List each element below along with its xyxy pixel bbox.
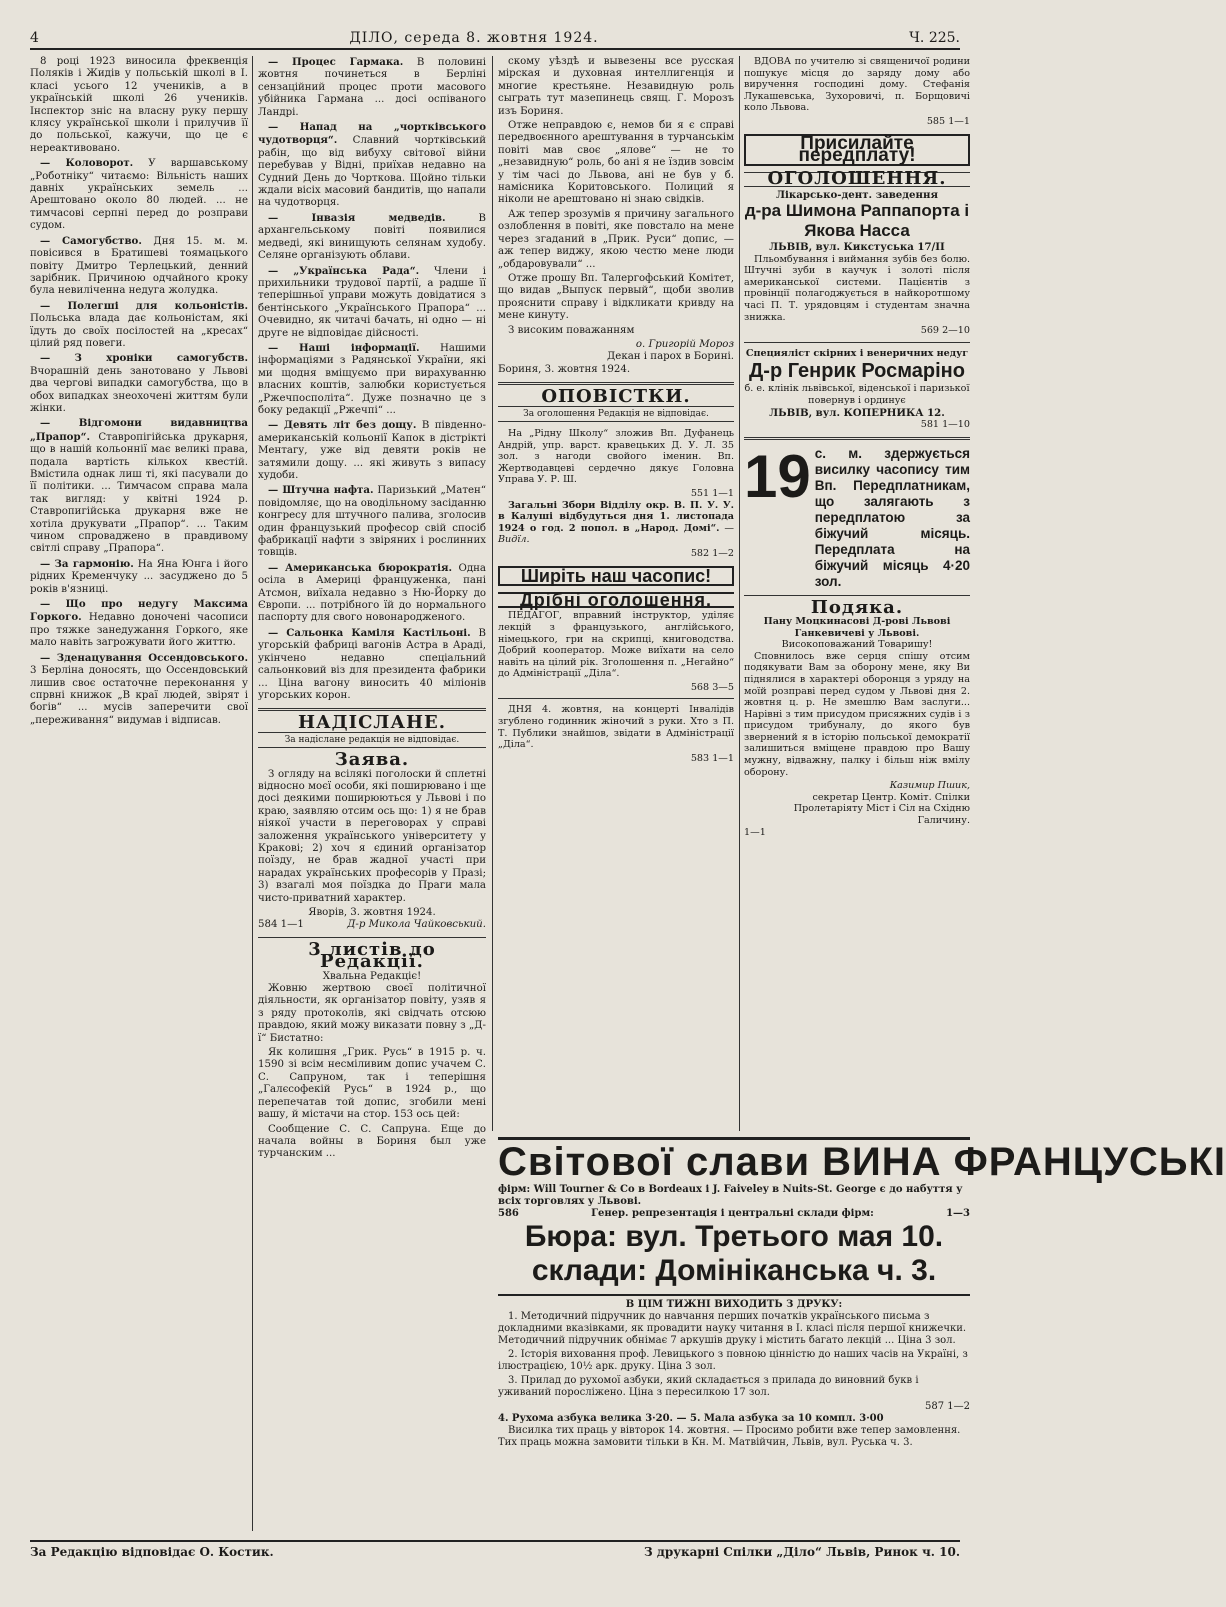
classified-ad: ВДОВА по учителю зі священичої родини пошукує місця до заряду дому або виручення господині дому. Стефанія Лукашевська, Зухоровичі, п. Борщовичі коло Львова. bbox=[744, 56, 970, 114]
issue-number: Ч. 225. bbox=[909, 30, 960, 46]
office-address: Бюра: вул. Третього мая 10. bbox=[524, 1220, 944, 1253]
article-heading: — Коловорот. bbox=[40, 157, 134, 170]
article-heading: — Полегші для кольоністів. bbox=[40, 299, 248, 312]
notice-text: с. м. здержується висилку часопису тим Вп. Передплатникам, що залягають з передплатою за біжучий місяць. Передплата на біжучий місяць 4·20 зол. bbox=[814, 445, 970, 589]
section-title: 3 листів до Редакції. bbox=[308, 938, 436, 973]
article-text: Члени і прихильники трудової партії, а радше її теперішньої управи можуть довідатися з бентінського „Українського Прапора“ ... Очевидно, як читачі бачать, ні одно — ні друге не відповідає дійсності. bbox=[258, 265, 486, 339]
statement-text: З огляду на всілякі поголоски й сплетні відносно моєї особи, які поширювано і ще досі деякими поширюються у Львові і по краю, заявляю отсим ось що: 1) я не брав ніякої участи в переговорах у справі заложення українського університету у Кракові; 2) хоч я єдиний організатор поїзду, не брав жадної участі при нарадах українських професорів у Празі; 3) взагалі моя поїздка до Праги мала чисто-приватний характер. bbox=[258, 768, 486, 904]
article-heading: — Що про недугу Максима Горкого. bbox=[30, 598, 248, 624]
letter-text: Як колишня „Грик. Русь“ в 1915 р. ч. 1590 зі всім несміливим допис учачем С. С. Сапруном, так і теперішня „Галєсофекій Русь“ в 1924 р., що перепечатав той допис, згобили мені вашу, й містачи на стор. 153 ось цей: bbox=[258, 1047, 486, 1121]
article-text: Отже неправдою є, немов би я є справі передвоєнного арештування в турчанськім повіті мав своє „ялове“ — не то „незавидную“ роль, бо ані я не їздив зовсім у тім часі до Львова, ані не був у б. намісника Коритовського. Полиций я ніколи не арештовано ні знаю свідків. bbox=[498, 120, 734, 206]
printer-note: З друкарні Спілки „Діло“ Львів, Ринок ч. 10. bbox=[644, 1545, 960, 1559]
ad-heading: Д-р Генрик Росмаріно bbox=[749, 360, 965, 383]
divider bbox=[744, 342, 970, 343]
promo-banner: Присилайте передплату! bbox=[744, 134, 970, 167]
ad-number: 586 bbox=[498, 1208, 519, 1219]
article-text: 3 Берліна доносять, що Оссендовський лишив своє остаточне переконання у спрвні книжок „В краї людей, звірят і богів“ ... мусів заперечити свої „переживання“ видумав і відписав. bbox=[30, 665, 248, 726]
ad-number: 551 1—1 bbox=[690, 487, 734, 499]
column-rule bbox=[739, 56, 740, 1131]
ad-subtitle: Лікарсько-дент. заведення bbox=[776, 188, 938, 201]
ad-text: Висилка тих праць у вівторок 14. жовтня. — Просимо робити вже тепер замовлення. Тих праць можна замовити тільки в Кн. М. Матвійчин, Львів, вул. Руська ч. 3. bbox=[498, 1425, 961, 1448]
signature: о. Григорій Мороз bbox=[635, 338, 734, 350]
article-text: Польська влада дає кольоністам, які їдуть до своїх посілостей на „кресах“ цілий ряд повеги. bbox=[30, 313, 248, 349]
article-text: Недавно доночені часописи про тяжке занедужання Горкого, яке мало навіть загрожувати його життю. bbox=[30, 612, 248, 649]
ad-number: 582 1—2 bbox=[690, 547, 734, 559]
article-text: 8 році 1923 виносила фреквенція Поляків і Жидів у польській школі в I. класі усього 12 учеників, а в українській школі 26 учеників. Інспектор зніс на власну руку першу клясу української школи і прилучив її до польської, кажучи, що це є нереактивовано. bbox=[30, 56, 248, 154]
ad-number: 568 3—5 bbox=[690, 681, 734, 693]
thanks-signature-title: секретар Центр. Коміт. Спілки Пролетаріяту Міст і Сіл на Східню Галичину. bbox=[793, 791, 970, 827]
letter-text: Жовню жертвою своєї політичної діяльности, як організатор повіту, узяв я з ряду протоколів, які свідчать отсюю правдою, який можу виказати повну з „Д-ї“ Бистатно: bbox=[258, 983, 486, 1044]
ad-number: 585 1—1 bbox=[926, 115, 970, 127]
warehouse-address: склади: Домініканська ч. 3. bbox=[531, 1254, 937, 1287]
ad-number: 1—1 bbox=[744, 826, 766, 838]
ad-heading: д-ра Шимона Раппапорта і Якова Насса bbox=[744, 201, 970, 241]
section-title: Дрібні оголошення. bbox=[498, 592, 734, 608]
ad-address: ЛЬВІВ, вул. КОПЕРНИКА 12. bbox=[769, 406, 945, 419]
statement-title: Заява. bbox=[334, 749, 410, 771]
article-heading: — З хроніки самогубств. bbox=[40, 352, 248, 365]
article-heading: — Відгомони видавництва „Прапор“. bbox=[30, 417, 248, 443]
article-heading: — Процес Гармака. bbox=[268, 56, 404, 68]
article-heading: — Самогубство. bbox=[40, 234, 142, 247]
thanks-greeting: Високоповажаний Товаришу! bbox=[781, 639, 933, 651]
classified-ad: ПЕДАГОГ, вправний інструктор, уділяє лекцій з французького, англійського, німецького, гри на скрипці, книговодства. Добрий кооператор. Може виїхати на село навіть на цілий рік. Зголошення п. „Негайно“ до Адміністрації „Діла“. bbox=[498, 610, 734, 680]
page-header bbox=[30, 24, 960, 50]
editor-note: За Редакцію відповідає О. Костик. bbox=[30, 1545, 274, 1559]
article-text: скому уѣздѣ и вывезены все русская мірская и духовная интеллигенція и многие крестьяне. Незавидную роль сыграть тут мазепинець свящ. Г. Морозъ изъ Бориня. bbox=[498, 56, 734, 117]
ad-number: 581 1—10 bbox=[920, 418, 970, 430]
big-date-number: 19 bbox=[744, 442, 811, 510]
classified-ad: ДНЯ 4. жовтня, на концерті Інвалідів згублено годинник жіночий з руки. Хто з П. Т. Публики знайшов, звідати в Адміністрації „Діла“. bbox=[498, 704, 734, 751]
notice-text: Загальні Збори Відділу окр. В. П. У. У. в Калуші відбудуться дня 1. листопада 1924 о год. 2 попол. в „Народ. Домі“. bbox=[498, 499, 734, 534]
notice-signature: — Видїл. bbox=[498, 522, 734, 546]
section-note: За оголошення Редакція не відповідає. bbox=[498, 406, 734, 422]
book-announcements bbox=[498, 1294, 970, 1449]
subscription-notice bbox=[744, 442, 970, 590]
ad-address: ЛЬВІВ, вул. Кикстуська 17/II bbox=[769, 241, 945, 254]
book-item: 3. Прилад до рухомої азбуки, який складається з прилада до виновний букв і уживаний поросліжено. Ціна з пересилкою 17 зол. bbox=[498, 1375, 919, 1398]
column-4 bbox=[744, 56, 970, 1056]
column-rule bbox=[492, 56, 493, 1131]
book-item: 4. Рухома азбука велика 3·20. — 5. Мала азбука за 10 компл. 3·00 bbox=[498, 1413, 884, 1424]
article-heading: — Сальонка Каміля Кастільоні. bbox=[268, 626, 471, 639]
ad-number: 569 2—10 bbox=[920, 325, 970, 337]
ad-number: 583 1—1 bbox=[690, 752, 734, 764]
letter-text: Сообщение С. С. Сапруна. Еще до начала войны в Бориня был уже турчанским ... bbox=[258, 1123, 486, 1160]
thanks-text: Сповнилось вже серця спішу отсим подякувати Вам за оборону мене, яку Ви піднялися в характері оборонця з уряду на моїй розправі перед судом у Львові дня 2. жовтня ц. р. Не змешлю Вам заслуги... Нарівні з тим присудом присяжних судів і з присудом трибуналу, до якого був звернений я в історію польської демократії залишиться вміщене правдою про Вашу мужну, відважну, палку і більш ніж вмілу оборону. bbox=[744, 650, 970, 778]
statement-signature: Д-р Микола Чайковський. bbox=[347, 919, 486, 931]
article-heading: — Напад на „чортківського чудотворця“. bbox=[258, 121, 486, 147]
article-heading: — Девять літ без дощу. bbox=[268, 419, 417, 432]
column-2 bbox=[258, 56, 486, 1446]
section-title: Подяка. bbox=[810, 596, 904, 618]
section-title: В ЦІМ ТИЖНІ ВИХОДИТЬ З ДРУКУ: bbox=[625, 1299, 843, 1310]
masthead: ДІЛО, середа 8. жовтня 1924. bbox=[349, 30, 599, 46]
article-text: Отже прошу Вп. Талергофський Комітет, що видав „Выпуск первый“, щоби зволив прояснити справу і відкликати кривду на мене кинуту. bbox=[498, 272, 734, 322]
page-number: 4 bbox=[30, 30, 39, 46]
article-heading: — Американська бюрократія. bbox=[268, 561, 453, 574]
article-text: Паризький „Матен“ повідомляє, що на оводільному засіданню конгресу для штучного палива, зголосив один французький професор свій спосіб фабрикації нафти з звіряних і рослинних товщів. bbox=[258, 485, 486, 559]
book-item: 2. Історія виховання проф. Левицького з повною цінністю до наших часів на Україні, з ілюстрацією, 10½ арк. друку. Ціна 3 зол. bbox=[498, 1349, 968, 1372]
section-title: ОГОЛОШЕННЯ. bbox=[744, 172, 970, 186]
divider bbox=[258, 937, 486, 938]
article-text: На Яна Юнга і його рідних Кременчуку ... засуджено до 5 років в'язниці. bbox=[30, 558, 248, 595]
article-text: Аж тепер зрозумів я причину загального озлоблення в повіті, яке повстало на мене через згаданий в „Прик. Руси“ допис, — аж тепер виджу, якою честю мене люди „обдаровували“ ... bbox=[498, 208, 734, 270]
article-text: В архангельському повіті появилися медведі, які винищують селянам худобу. Селяне організують облави. bbox=[258, 212, 486, 262]
ad-text: Пльомбування і виймання зубів без болю. Штучні зуби в каучук і золоті після американської системи. Пацієнтів з провінції полагоджується в найкоротшому часі П. Т. урядовцям і студентам значна знижка. bbox=[744, 253, 970, 323]
article-text: Славний чортківський рабін, що від вибуху світової війни перебував у Відні, приїхав недавно на Судний День до Чорткова. Щойно тільки ждали вісіх масовий бандитів, що напали на чудотворця. bbox=[258, 135, 486, 209]
article-text: У варшавському „Роботніку“ читаємо: Вільність наших давніх українських земель ... Арештовано около 80 людей. ... не тимчасові серпні перед до розправи судом. bbox=[30, 158, 248, 232]
notice-text: На „Рідну Школу“ зложив Вп. Дуфанець Андрій, упр. варст. кравецьких Д. У. Л. 35 зол. з нагоди свойого іменин. Вп. Жертводавцеві сердечно дякує Головна Управа У. Р. Ш. bbox=[498, 427, 734, 486]
divider bbox=[744, 595, 970, 596]
section-title: ОПОВІСТКИ. bbox=[541, 386, 691, 408]
page-footer bbox=[30, 1540, 960, 1559]
article-heading: — За гармонію. bbox=[40, 557, 134, 570]
section-title: НАДІСЛАНЕ. bbox=[298, 712, 446, 734]
article-heading: — Наші інформації. bbox=[268, 341, 420, 354]
ad-subtitle: Специяліст скірних і венеричних недуг bbox=[745, 347, 969, 359]
letter-greeting: Хвальна Редакціє! bbox=[322, 970, 422, 982]
ad-text: Генер. репрезентація і центральні склади фірм: bbox=[591, 1208, 874, 1219]
ad-text: б. е. клінік львівської, віденської і паризької повернув і ординує bbox=[744, 383, 970, 406]
book-item: 1. Методичний підручник до навчання перших початків українського письма з докладними вказівками, як провадити науку читання в I. класі після першої книжечки. Методичний підручник обнімає 7 аркушів друку і містить багато лекцій ... Ціна 3 зол. bbox=[498, 1311, 967, 1346]
article-text: В південно-американській кольонії Капок в дістрікті Ментагу, уже від девяти років не затямили дощу. ... які живуть з випасу худоби. bbox=[258, 420, 486, 481]
thanks-recipient: Пану Моцкинасові Д-рові Львові Ганкевичеві у Львові. bbox=[763, 615, 951, 639]
article-text: Дня 15. м. м. повісився в Братишеві тоямацького повіту Дмитро Терлецький, денний зарібник. Причиною одчайного кроку була невиліченна недуга жолудка. bbox=[30, 235, 248, 297]
wine-advertisement bbox=[498, 1137, 1226, 1607]
article-text: В угорській фабриці вагонів Астра в Араді, укінчено недавно спеціальний сальонковий віз для президента фабрики ... Ціна вагону виносить 40 міліонів угорських корон. bbox=[258, 627, 486, 701]
column-rule bbox=[252, 56, 253, 1531]
article-text: Ставропігійська друкарня, що в нашій кольоннії має великі права, подала вартість кількох квестій. Вмістила однак лиш ті, які пасували до її політики. ... Тимчасом справа мала так вигляд: у квітні 1924 р. Ставропигійська друкарня вже не хотіла друкувати „Прапор“. ... Таким чином спроваджено в правдивому світлі справу „Прапора“. bbox=[30, 431, 248, 555]
divider bbox=[258, 708, 486, 711]
article-heading: — Штучна нафта. bbox=[268, 484, 374, 497]
letter-date: Бориня, 3. жовтня 1924. bbox=[498, 363, 631, 375]
ad-number: 584 1—1 bbox=[258, 919, 304, 931]
section-note: За надіслане редакція не відповідає. bbox=[258, 732, 486, 748]
article-text: Нашими інформаціями з Радянської України, які ми щодня вміщуємо при вирахуванню власних коштів, залюбки користується „Ржечпосполіта“. Дуже позначно це з боку редакції „Ржечпі“ ... bbox=[258, 342, 486, 416]
ad-text: фірм: Will Tourner & Co в Bordeaux і J. Faiveley в Nuits-St. George є до набуття у всіх торговлях у Львові. bbox=[498, 1184, 963, 1207]
column-1 bbox=[30, 56, 248, 1446]
divider bbox=[744, 437, 970, 440]
ad-number: 587 1—2 bbox=[925, 1401, 970, 1412]
article-heading: — „Українська Рада“. bbox=[268, 264, 420, 277]
divider bbox=[498, 382, 734, 385]
article-heading: — Зденацування Оссендовського. bbox=[40, 651, 248, 664]
promo-banner: Ширіть наш часопис! bbox=[498, 566, 734, 586]
ad-heading: Світової слави ВИНА ФРАНЦУСЬКІ bbox=[498, 1137, 970, 1184]
signature-title: Декан і парох в Борині. bbox=[607, 351, 734, 363]
divider bbox=[498, 698, 734, 699]
thanks-signature: Казимир Пшик, bbox=[889, 780, 970, 792]
article-heading: — Інвазія медведів. bbox=[268, 211, 446, 224]
ad-number: 1—3 bbox=[946, 1208, 970, 1219]
article-text: Одна осіла в Америці француженка, пані Атсмон, виїхала недавно з Ню-Йорку до Європи. ... потрібного їй до нормального паспорту для свого новонародженого. bbox=[258, 562, 486, 624]
article-text: В половині жовтня починеться в Берліні сензаційний процес проти масового убійника Гармана ... досі оспіваного Ландрі. bbox=[258, 57, 487, 118]
statement-date: Яворів, 3. жовтня 1924. bbox=[308, 907, 436, 918]
article-text: Вчорашній день занотовано у Львові два чергові випадки самогубства, що в обох випадках знеохочені життям були жінки. bbox=[30, 365, 248, 414]
closing: З високим поважанням bbox=[508, 324, 635, 336]
